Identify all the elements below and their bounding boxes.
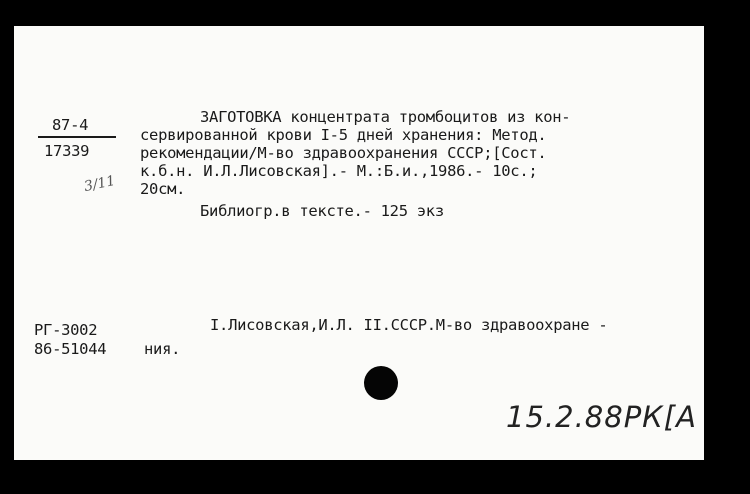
footer-code-2: 86-51044 (34, 340, 107, 358)
catalog-card (14, 26, 704, 460)
handwritten-date-note: 15.2.88РК[А (506, 400, 697, 434)
tracing-line-1: I.Лисовская,И.Л. II.СССР.М-во здравоохране - (210, 316, 608, 334)
pencil-mark: 3/11 (82, 172, 117, 196)
entry-notes: Библиогр.в тексте.- 125 экз (200, 202, 444, 220)
classification-divider (38, 136, 116, 138)
card-punch-hole (364, 366, 398, 400)
tracing-line-2: ния. (144, 340, 181, 358)
classification-number-top: 87-4 (52, 116, 89, 134)
classification-number-bottom: 17339 (44, 142, 90, 160)
entry-line-3: рекомендации/М-во здравоохранения СССР;[Сост. (140, 144, 547, 162)
entry-line-4: к.б.н. И.Л.Лисовская].- М.:Б.и.,1986.- 10с.; (140, 162, 538, 180)
entry-line-5: 20см. (140, 180, 186, 198)
entry-line-2: сервированной крови I-5 дней хранения: Метод. (140, 126, 547, 144)
footer-code-1: РГ-3002 (34, 321, 98, 339)
entry-line-1: ЗАГОТОВКА концентрата тромбоцитов из кон- (200, 108, 571, 126)
